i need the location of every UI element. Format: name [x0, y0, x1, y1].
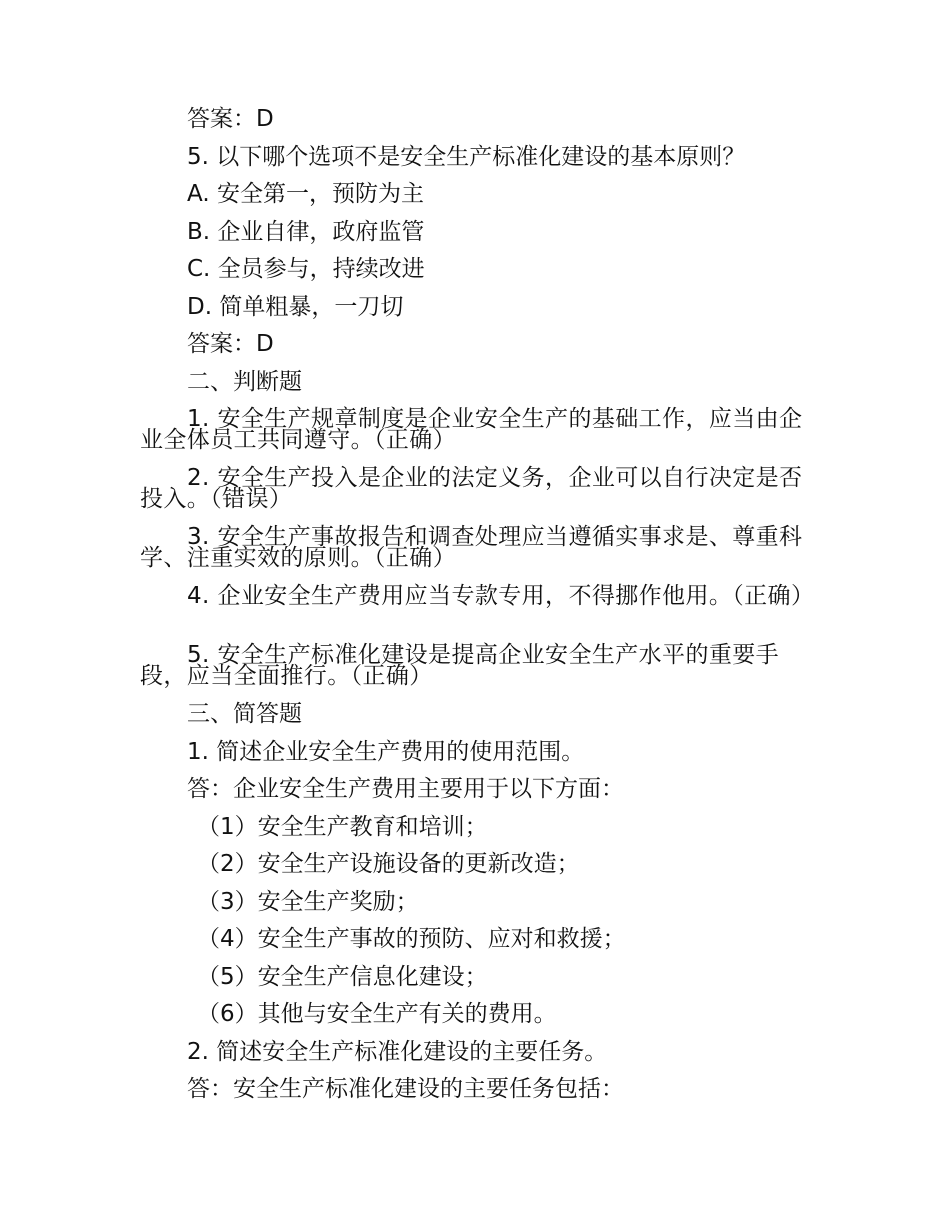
section-heading: 三、简答题 — [187, 701, 302, 727]
judgment-item: 5. 安全生产标准化建设是提高企业安全生产水平的重要手段，应当全面推行。（正确） — [140, 642, 780, 689]
option-c: C. 全员参与，持续改进 — [187, 256, 425, 282]
answer-point: （4）安全生产事故的预防、应对和救援； — [197, 926, 626, 952]
answer-point: （3）安全生产奖励； — [197, 888, 419, 915]
option-d: D. 简单粗暴，一刀切 — [187, 293, 404, 320]
answer-point: （2）安全生产设施设备的更新改造； — [197, 851, 580, 877]
question-text: 1. 简述企业安全生产费用的使用范围。 — [187, 738, 585, 765]
answer-intro: 答：企业安全生产费用主要用于以下方面： — [187, 776, 624, 802]
judgment-item: 4. 企业安全生产费用应当专款专用，不得挪作他用。（正确） — [187, 583, 815, 609]
answer-point: （5）安全生产信息化建设； — [197, 963, 488, 990]
section-heading: 二、判断题 — [187, 368, 302, 395]
judgment-item: 1. 安全生产规章制度是企业安全生产的基础工作，应当由企业全体员工共同遵守。（正确） — [140, 406, 803, 453]
judgment-item: 2. 安全生产投入是企业的法定义务，企业可以自行决定是否投入。（错误） — [140, 465, 803, 512]
answer-point: （1）安全生产教育和培训； — [197, 813, 488, 840]
option-b: B. 企业自律，政府监管 — [187, 218, 425, 245]
answer-line: 答案：D — [187, 106, 274, 132]
document-body — [140, 101, 815, 1109]
answer-intro: 答：安全生产标准化建设的主要任务包括： — [187, 1076, 624, 1102]
question-text: 2. 简述安全生产标准化建设的主要任务。 — [187, 1038, 608, 1065]
answer-point: （6）其他与安全生产有关的费用。 — [197, 1001, 557, 1027]
judgment-item: 3. 安全生产事故报告和调查处理应当遵循实事求是、尊重科学、注重实效的原则。（正确） — [140, 524, 803, 571]
answer-line: 答案：D — [187, 331, 274, 357]
question-text: 5. 以下哪个选项不是安全生产标准化建设的基本原则？ — [187, 143, 746, 170]
option-a: A. 安全第一，预防为主 — [187, 181, 424, 207]
